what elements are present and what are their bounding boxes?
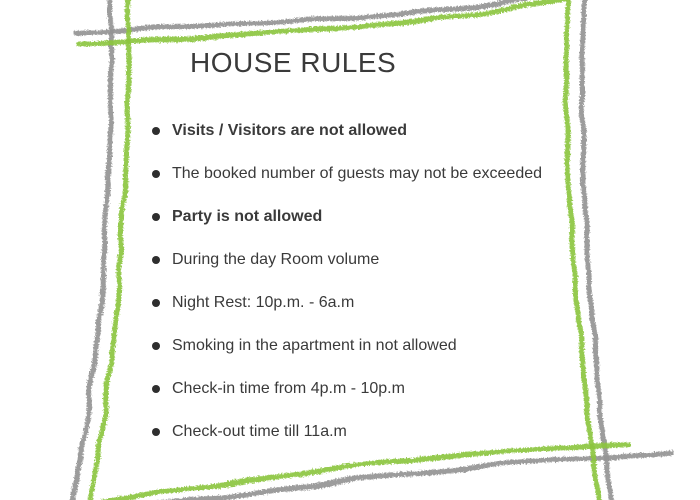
bullet-icon: [152, 127, 160, 135]
rule-text: Smoking in the apartment in not allowed: [172, 337, 457, 354]
frame-left-green-line: [90, 0, 129, 500]
bullet-icon: [152, 299, 160, 307]
rule-text: Night Rest: 10p.m. - 6a.m: [172, 294, 355, 311]
rule-item: [152, 251, 632, 269]
frame-top-gray-line: [74, 0, 562, 33]
rule-item: [152, 122, 632, 140]
frame-top-green-line: [77, 0, 578, 45]
rule-item: [152, 294, 632, 312]
rule-text: During the day Room volume: [172, 251, 380, 268]
bullet-icon: [152, 385, 160, 393]
rule-text: The booked number of guests may not be exceeded: [172, 165, 543, 182]
rule-text: Check-in time from 4p.m - 10p.m: [172, 380, 405, 397]
rule-item: [152, 337, 632, 355]
bullet-icon: [152, 213, 160, 221]
rule-text: Visits / Visitors are not allowed: [172, 122, 408, 139]
bullet-icon: [152, 428, 160, 436]
rule-text: Party is not allowed: [172, 208, 323, 225]
rule-item: [152, 208, 632, 226]
rule-item: [152, 380, 632, 398]
rule-item: [152, 423, 632, 441]
bullet-icon: [152, 342, 160, 350]
rule-item: [152, 165, 632, 183]
frame-left-gray-line: [73, 0, 111, 500]
bullet-icon: [152, 170, 160, 178]
rule-text: Check-out time till 11a.m: [172, 423, 347, 440]
bullet-icon: [152, 256, 160, 264]
rules-list: [152, 122, 632, 466]
page-title: HOUSE RULES: [190, 47, 397, 78]
